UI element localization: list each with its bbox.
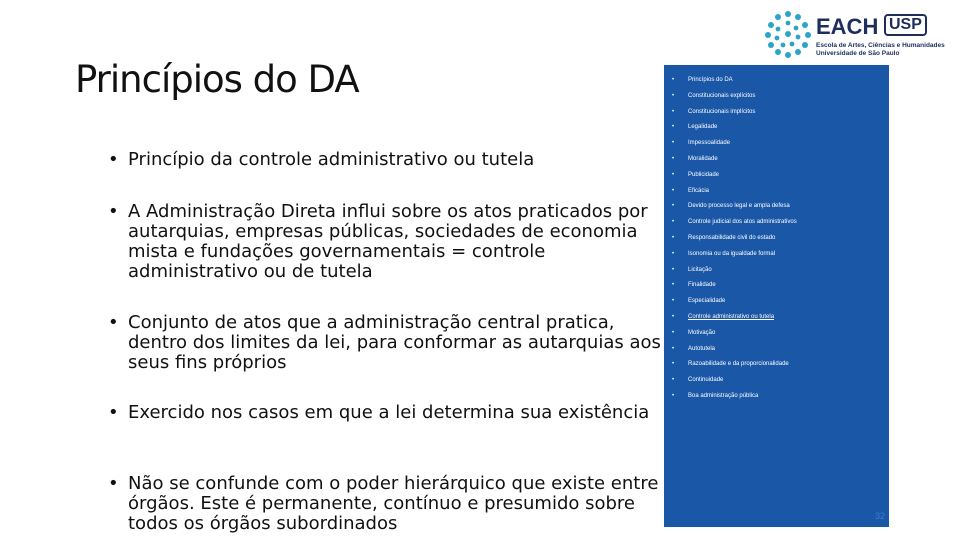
- bullet-item: [108, 403, 673, 423]
- outline-item-label: Isonomia ou da igualdade formal: [688, 250, 776, 257]
- bullet-item: [108, 150, 673, 170]
- outline-bullet: •: [672, 156, 675, 162]
- outline-item-label: Finalidade: [688, 282, 716, 289]
- outline-item-label: Constitucionais explícitos: [688, 92, 756, 99]
- outline-item[interactable]: [664, 389, 889, 403]
- outline-item[interactable]: [664, 89, 889, 103]
- outline-item-label: Licitação: [688, 266, 712, 273]
- outline-item-label: Princípios do DA: [688, 77, 733, 83]
- logo-each-text: EACH: [816, 14, 879, 39]
- outline-item-label: Continuidade: [688, 377, 724, 384]
- outline-item-label: Devido processo legal e ampla defesa: [688, 203, 790, 210]
- outline-bullet: •: [672, 77, 675, 83]
- page-number: 32: [874, 511, 885, 521]
- outline-bullet: •: [672, 171, 675, 178]
- outline-bullet: •: [672, 345, 675, 352]
- bullet-dot: •: [108, 201, 119, 222]
- outline-item[interactable]: [664, 199, 889, 213]
- outline-bullet: •: [672, 266, 675, 273]
- slide-title: Princípios do DA: [75, 58, 359, 101]
- outline-bullet: •: [672, 92, 675, 99]
- outline-panel: [664, 65, 889, 527]
- bullet-item: [108, 474, 673, 534]
- outline-bullet: •: [672, 250, 675, 257]
- outline-bullet: •: [672, 298, 675, 305]
- outline-item[interactable]: [664, 342, 889, 356]
- outline-item[interactable]: [664, 120, 889, 134]
- bullet-text: Não se confunde com o poder hierárquico que existe entre órgãos. Este é permanente, contínuo e presumido sobre todos os órgãos subordinados: [128, 473, 659, 534]
- outline-item[interactable]: [664, 326, 889, 340]
- outline-item[interactable]: [664, 136, 889, 150]
- outline-item-label: Controle administrativo ou tutela: [688, 314, 775, 320]
- bullet-dot: •: [108, 312, 119, 333]
- outline-bullet: •: [672, 282, 675, 289]
- outline-bullet: •: [672, 377, 675, 384]
- outline-bullet: •: [672, 108, 675, 115]
- outline-item[interactable]: [664, 215, 889, 229]
- outline-item[interactable]: [664, 73, 889, 87]
- each-usp-logo: [762, 8, 952, 68]
- outline-bullet: •: [672, 124, 675, 131]
- outline-item[interactable]: [664, 310, 889, 324]
- outline-item[interactable]: [664, 294, 889, 308]
- outline-item[interactable]: [664, 168, 889, 182]
- bullet-text: Princípio da controle administrativo ou tutela: [128, 149, 535, 170]
- outline-bullet: •: [672, 235, 675, 241]
- outline-item[interactable]: [664, 105, 889, 119]
- outline-item[interactable]: [664, 278, 889, 292]
- outline-item-label: Autotutela: [688, 345, 716, 352]
- outline-item[interactable]: [664, 247, 889, 261]
- outline-item-label: Legalidade: [688, 124, 718, 131]
- outline-item-label: Motivação: [688, 329, 716, 336]
- outline-item[interactable]: [664, 263, 889, 277]
- outline-bullet: •: [672, 219, 675, 226]
- outline-item[interactable]: [664, 231, 889, 245]
- outline-item-label: Razoabilidade e da proporcionalidade: [688, 361, 789, 368]
- outline-item-label: Eficácia: [688, 187, 710, 194]
- outline-item-label: Responsabilidade civil do estado: [688, 235, 776, 241]
- outline-item[interactable]: [664, 152, 889, 166]
- outline-bullet: •: [672, 329, 675, 336]
- logo-subtitle: Escola de Artes, Ciências e Humanidades Universidade de São Paulo: [816, 42, 945, 57]
- bullet-item: [108, 202, 673, 282]
- bullet-dot: •: [108, 149, 119, 170]
- outline-item[interactable]: [664, 357, 889, 371]
- bullet-dot: •: [108, 402, 119, 423]
- outline-bullet: •: [672, 361, 675, 368]
- outline-item[interactable]: [664, 184, 889, 198]
- each-logo-icon: [762, 8, 814, 60]
- outline-bullet: •: [672, 140, 675, 147]
- outline-item-label: Constitucionais implícitos: [688, 108, 756, 115]
- outline-item-label: Impessoalidade: [688, 140, 731, 147]
- outline-bullet: •: [672, 203, 675, 210]
- bullet-text: Conjunto de atos que a administração central pratica, dentro dos limites da lei, para conformar as autarquias aos seus fins próprios: [128, 312, 661, 373]
- outline-bullet: •: [672, 393, 675, 399]
- outline-bullet: •: [672, 187, 675, 194]
- bullet-text: Exercido nos casos em que a lei determina sua existência: [128, 402, 650, 423]
- outline-item-label: Controle judicial dos atos administrativos: [688, 219, 797, 226]
- bullet-item: [108, 313, 673, 373]
- outline-bullet: •: [672, 314, 675, 320]
- outline-item-label: Especialidade: [688, 298, 726, 305]
- outline-item-label: Moralidade: [688, 156, 718, 162]
- outline-item-label: Boa administração pública: [688, 393, 759, 399]
- outline-item[interactable]: [664, 373, 889, 387]
- logo-usp-text: USP: [884, 14, 927, 36]
- outline-item-label: Publicidade: [688, 171, 720, 178]
- bullet-dot: •: [108, 473, 119, 494]
- bullet-text: A Administração Direta influi sobre os atos praticados por autarquias, empresas públicas, sociedades de economia mista e fundações governamentais = controle administrativo ou de tutela: [128, 201, 648, 282]
